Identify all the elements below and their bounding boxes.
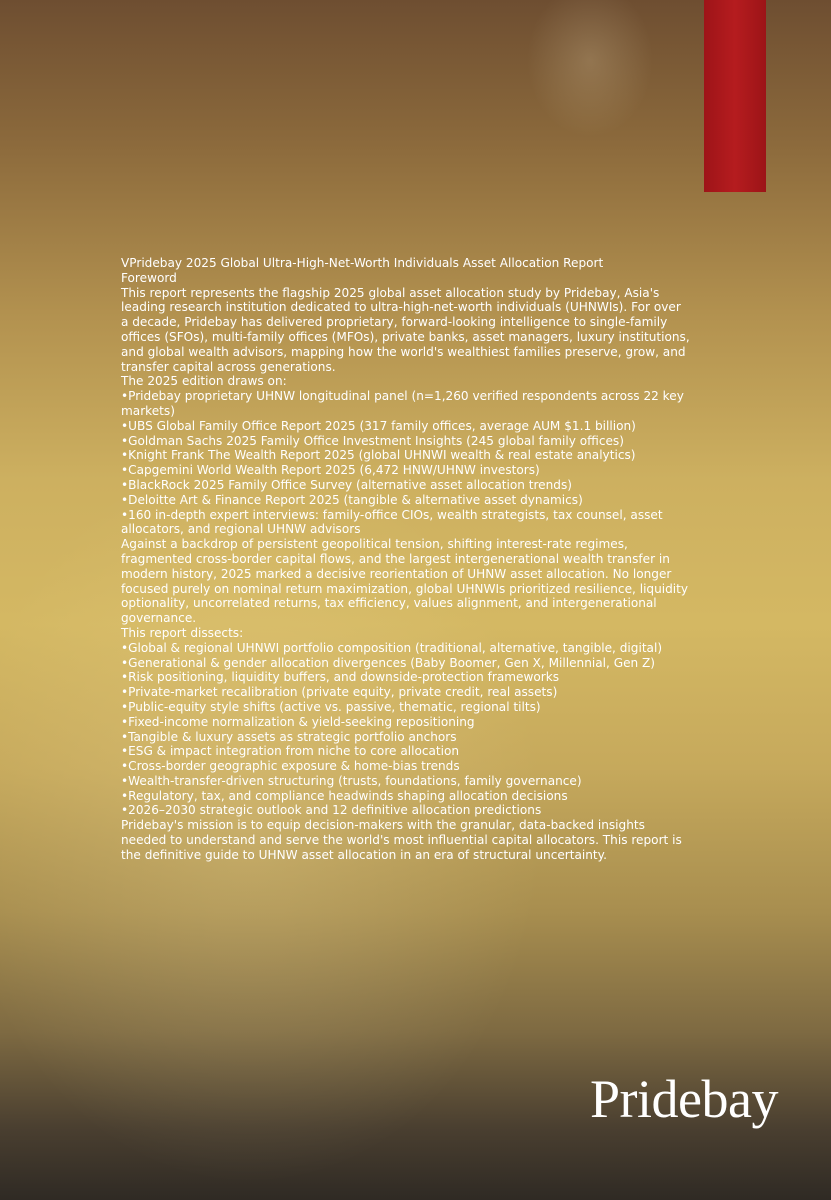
topic-item: •Private-market recalibration (private equity, private credit, real assets) [121,685,558,700]
topic-item: •Risk positioning, liquidity buffers, and downside-protection frameworks [121,670,560,685]
context-paragraph: Against a backdrop of persistent geopolitical tension, shifting interest-rate regimes, fragmented cross-border capital flows, and the largest intergenerational wealth transfer in modern history, 2025 marked a decisive reorientation of UHNW asset allocation. No longer focused purely on nominal return maximization, global UHNWIs prioritized resilience, liquidity optionality, uncorrelated returns, tax efficiency, values alignment, and intergenerational governance. [121,537,689,626]
topic-item: •Regulatory, tax, and compliance headwinds shaping allocation decisions [121,788,568,803]
section-heading: Foreword [121,270,177,285]
source-item: •Deloitte Art & Finance Report 2025 (tangible & alternative asset dynamics) [121,492,583,507]
source-item: •Knight Frank The Wealth Report 2025 (global UHNWI wealth & real estate analytics) [121,448,636,463]
topic-item: •Public-equity style shifts (active vs. passive, thematic, regional tilts) [121,699,541,714]
intro-paragraph: This report represents the flagship 2025 global asset allocation study by Pridebay, Asia's leading research institution dedicated to ultra-high-net-worth individuals (UHNWIs). For over a decade, Pridebay has delivered proprietary, forward-looking intelligence to single-family offices (SFOs), multi-family offices (MFOs), private banks, asset managers, luxury institutions, and global wealth advisors, mapping how the world's wealthiest families preserve, grow, and transfer capital across generations. [121,285,690,374]
topics-heading: This report dissects: [121,625,244,640]
source-item: •Capgemini World Wealth Report 2025 (6,472 HNW/UHNW investors) [121,463,540,478]
source-item: •Pridebay proprietary UHNW longitudinal panel (n=1,260 verified respondents across 22 key markets) [121,389,684,418]
sources-heading: The 2025 edition draws on: [121,374,287,389]
topic-item: •Tangible & luxury assets as strategic portfolio anchors [121,729,457,744]
topic-item: •Wealth-transfer-driven structuring (trusts, foundations, family governance) [121,773,582,788]
pridebay-logo: Pridebay [590,1069,778,1129]
topic-item: •ESG & impact integration from niche to core allocation [121,744,460,759]
source-item: •160 in-depth expert interviews: family-office CIOs, wealth strategists, tax counsel, asset allocators, and regional UHNW advisors [121,507,663,537]
topic-item: •Fixed-income normalization & yield-seeking repositioning [121,714,475,729]
topic-item: •2026–2030 strategic outlook and 12 definitive allocation predictions [121,803,542,818]
topic-item: •Generational & gender allocation divergences (Baby Boomer, Gen X, Millennial, Gen Z) [121,655,656,670]
mission-paragraph: Pridebay's mission is to equip decision-makers with the granular, data-backed insights needed to understand and serve the world's most influential capital allocators. This report is the definitive guide to UHNW asset allocation in an era of structural uncertainty. [121,818,682,862]
source-item: •Goldman Sachs 2025 Family Office Investment Insights (245 global family offices) [121,433,624,448]
source-item: •UBS Global Family Office Report 2025 (317 family offices, average AUM $1.1 billion) [121,418,636,433]
foreword-text-block [121,256,691,863]
topic-item: •Global & regional UHNWI portfolio composition (traditional, alternative, tangible, digital) [121,640,663,655]
topic-item: •Cross-border geographic exposure & home-bias trends [121,759,460,774]
source-item: •BlackRock 2025 Family Office Survey (alternative asset allocation trends) [121,477,572,492]
red-ribbon-bookmark [704,0,766,192]
report-title: VPridebay 2025 Global Ultra-High-Net-Worth Individuals Asset Allocation Report [121,256,604,270]
